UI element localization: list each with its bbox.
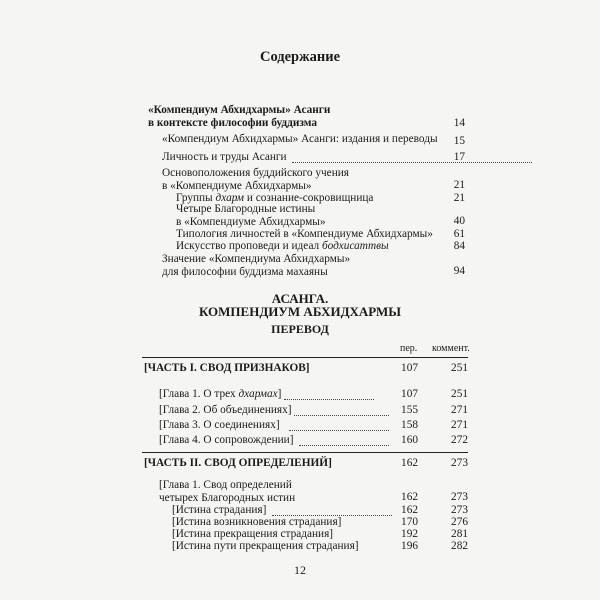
chapter-comm: 251 <box>451 388 468 400</box>
truth-per: 192 <box>401 528 418 540</box>
leader-dots <box>299 445 389 446</box>
truth-per: 162 <box>401 504 418 516</box>
chapter-row: [Глава 1. О трех дхармах] <box>159 388 281 401</box>
toc-subitem: Группы дхарм и сознание-сокровищница <box>176 192 374 204</box>
leader-dots <box>292 162 532 163</box>
toc-item-page: 40 <box>453 215 465 227</box>
truth-row: [Истина прекращения страдания] <box>172 528 334 540</box>
section-heading-title: КОМПЕНДИУМ АБХИДХАРМЫ <box>198 304 402 319</box>
leader-dots <box>284 399 374 400</box>
chapter-per: 155 <box>401 404 418 416</box>
intro-heading-page: 14 <box>453 117 465 129</box>
chapter-comm: 272 <box>451 434 468 446</box>
truth-per: 196 <box>401 540 418 552</box>
truth-comm: 282 <box>451 540 468 552</box>
part-2-label: [ЧАСТЬ II. СВОД ОПРЕДЕЛЕНИЙ] <box>144 457 332 469</box>
truth-per: 170 <box>401 516 418 528</box>
toc-item-label: Основоположения буддийского учения <box>162 167 349 179</box>
chapter-comm: 271 <box>451 419 468 431</box>
section-heading-translation: ПЕРЕВОД <box>271 322 329 336</box>
toc-item-page: 15 <box>453 135 465 147</box>
column-header-per: пер. <box>400 343 418 354</box>
truth-row: [Истина возникновения страдания] <box>172 516 342 528</box>
part-1-comm: 251 <box>451 362 468 374</box>
page-number: 12 <box>294 563 306 577</box>
part-1-label: [ЧАСТЬ I. СВОД ПРИЗНАКОВ] <box>144 362 310 374</box>
toc-item-page: 21 <box>453 192 465 204</box>
part-divider <box>142 357 468 358</box>
chapter-row: [Глава 1. Свод определений четырех Благородных истин <box>159 479 296 504</box>
chapter-per: 160 <box>401 434 418 446</box>
intro-heading-line-2: в контексте философии буддизма <box>148 116 318 129</box>
chapter-row: [Глава 4. О сопровождении] <box>159 434 294 447</box>
toc-item <box>162 133 438 146</box>
chapter-comm: 273 <box>451 491 468 503</box>
column-header-comm: коммент. <box>432 343 470 354</box>
leader-dots <box>289 430 389 431</box>
toc-subitem: Типология личностей в «Компендиуме Абхидхармы» <box>176 228 433 240</box>
chapter-per: 158 <box>401 419 418 431</box>
toc-item-page: 94 <box>453 265 465 277</box>
section-heading-author: АСАНГА. <box>271 291 329 306</box>
toc-item-label: «Компендиум Абхидхармы» Асанги: издания и переводы <box>162 133 438 145</box>
part-1-per: 107 <box>401 362 418 374</box>
truth-comm: 273 <box>451 504 468 516</box>
toc-item-label: Личность и труды Асанги <box>162 151 287 163</box>
toc-item-label: в «Компендиуме Абхидхармы» <box>162 179 312 192</box>
truth-comm: 276 <box>451 516 468 528</box>
chapter-per: 162 <box>401 491 418 503</box>
chapter-comm: 271 <box>451 404 468 416</box>
toc-item-page: 61 <box>453 228 465 240</box>
toc-item-page: 17 <box>453 151 465 163</box>
truth-row: [Истина пути прекращения страдания] <box>172 540 359 552</box>
intro-heading-line-1: «Компендиум Абхидхармы» Асанги <box>148 104 331 116</box>
chapter-row: [Глава 3. О соединениях] <box>159 419 280 432</box>
part-2-per: 162 <box>401 457 418 469</box>
toc-item <box>162 151 287 164</box>
page-title: Содержание <box>259 49 341 65</box>
toc-item: Значение «Компендиума Абхидхармы» для философии буддизма махаяны <box>162 253 351 278</box>
toc-item-page: 21 <box>453 179 465 191</box>
leader-dots <box>294 415 389 416</box>
intro-heading <box>148 104 330 129</box>
chapter-per: 107 <box>401 388 418 400</box>
part-divider <box>142 452 468 453</box>
chapter-row: [Глава 2. Об объединениях] <box>159 404 292 417</box>
toc-subitem: Четыре Благородные истины в «Компендиуме Абхидхармы» <box>176 203 326 228</box>
truth-comm: 281 <box>451 528 468 540</box>
toc-item <box>162 167 349 192</box>
part-2-comm: 273 <box>451 457 468 469</box>
toc-subitem: Искусство проповеди и идеал бодхисаттвы <box>176 240 389 252</box>
toc-item-page: 84 <box>453 240 465 252</box>
truth-row: [Истина страдания] <box>172 504 266 517</box>
